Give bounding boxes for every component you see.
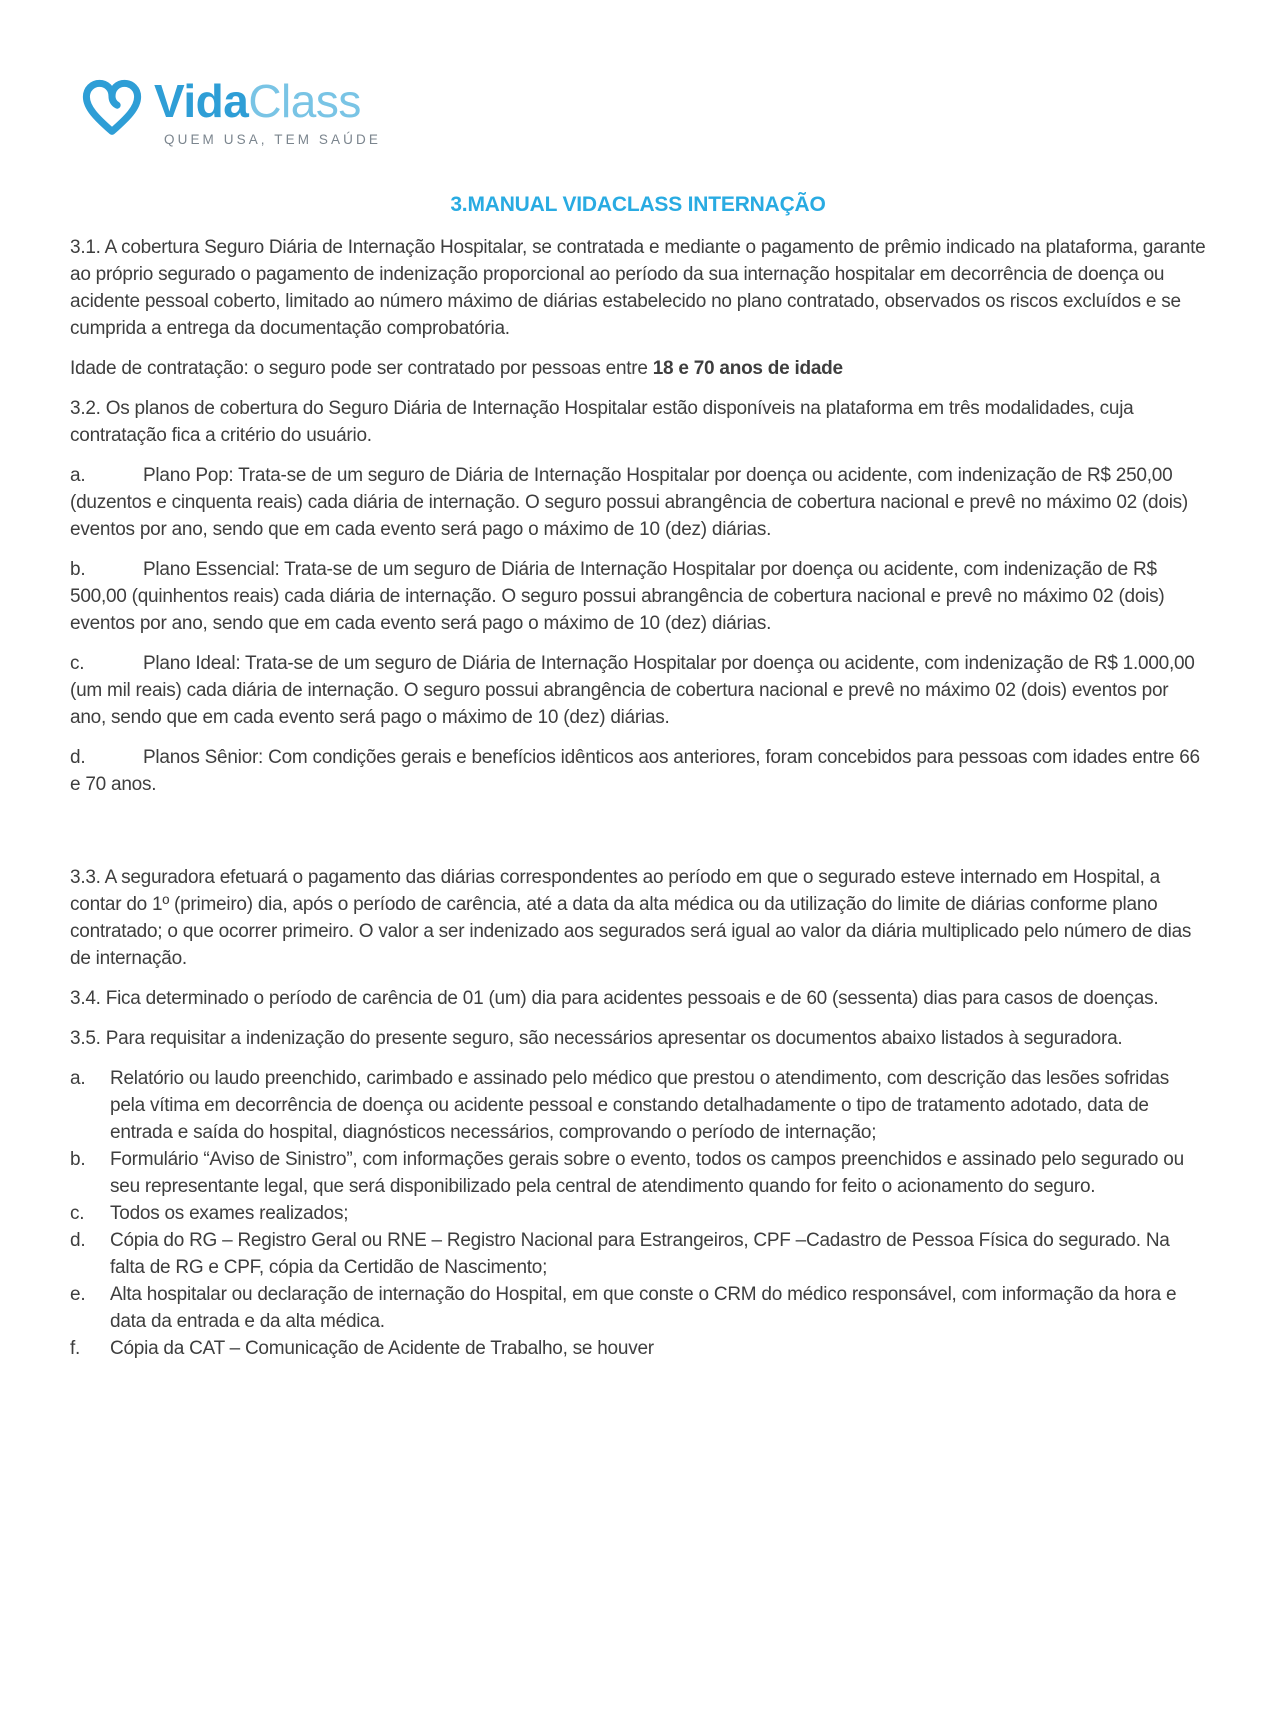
paragraph-3-5: 3.5. Para requisitar a indenização do presente seguro, são necessários apresentar os documentos abaixo listados à seguradora. — [70, 1028, 1123, 1049]
plan-text: Plano Pop: Trata-se de um seguro de Diária de Internação Hospitalar por doença ou acidente, com indenização de R$ 250,00 (duzentos e cinquenta reais) cada diária de internação. O seguro possui abrangência de cobertura nacional e prevê no máximo 02 (dois) eventos por ano, sendo que em cada evento será pago o máximo de 10 (dez) diárias. — [70, 465, 1188, 540]
list-item-d — [70, 1227, 1206, 1281]
age-line-bold: 18 e 70 anos de idade — [652, 358, 843, 379]
list-item-text: Alta hospitalar ou declaração de internação do Hospital, em que conste o CRM do médico responsável, com informação da hora e data da entrada e da alta médica. — [110, 1284, 1177, 1332]
plan-item-c — [70, 650, 1206, 731]
plan-item-d — [70, 744, 1206, 798]
brand-name-class: Class — [248, 75, 361, 127]
plan-letter: c. — [70, 653, 85, 674]
plan-text: Plano Ideal: Trata-se de um seguro de Diária de Internação Hospitalar por doença ou acidente, com indenização de R$ 1.000,00 (um mil reais) cada diária de internação. O seguro possui abrangência de cobertura nacional e prevê no máximo 02 (dois) eventos por ano, sendo que em cada evento será pago o máximo de 10 (dez) diárias. — [70, 653, 1195, 728]
plan-text: Planos Sênior: Com condições gerais e benefícios idênticos aos anteriores, foram concebidos para pessoas com idades entre 66 e 70 anos. — [70, 747, 1200, 795]
list-item-text: Todos os exames realizados; — [110, 1203, 349, 1224]
list-item-text: Formulário “Aviso de Sinistro”, com informações gerais sobre o evento, todos os campos preenchidos e assinado pelo segurado ou seu representante legal, que será disponibilizado pela central de atendimento quando for feito o acionamento do seguro. — [110, 1149, 1184, 1197]
plan-letter: d. — [70, 747, 86, 768]
plan-letter: a. — [70, 465, 86, 486]
paragraph-3-1: 3.1. A cobertura Seguro Diária de Internação Hospitalar, se contratada e mediante o pagamento de prêmio indicado na plataforma, garante ao próprio segurado o pagamento de indenização proporcional ao período da sua internação hospitalar em decorrência de doença ou acidente pessoal coberto, limitado ao número máximo de diárias estabelecido no plano contratado, observados os riscos excluídos e se cumprida a entrega da documentação comprobatória. — [70, 237, 1206, 339]
list-item-text: Cópia da CAT – Comunicação de Acidente de Trabalho, se houver — [110, 1338, 654, 1359]
paragraph-3-4: 3.4. Fica determinado o período de carência de 01 (um) dia para acidentes pessoais e de 60 (sessenta) dias para casos de doenças. — [70, 988, 1159, 1009]
logo-wordmark — [154, 76, 381, 147]
paragraph-3-2: 3.2. Os planos de cobertura do Seguro Diária de Internação Hospitalar estão disponíveis na plataforma em três modalidades, cuja contratação fica a critério do usuário. — [70, 398, 1134, 446]
list-item-c — [70, 1200, 1206, 1227]
required-documents-list — [70, 1065, 1206, 1362]
brand-name — [154, 76, 381, 127]
list-item-text: Relatório ou laudo preenchido, carimbado e assinado pelo médico que prestou o atendimento, com descrição das lesões sofridas pela vítima em decorrência de doença ou acidente pessoal e constando detalhadamente o tipo de tratamento adotado, data de entrada e saída do hospital, diagnósticos necessários, comprovando o período de internação; — [110, 1068, 1169, 1143]
list-item-text: Cópia do RG – Registro Geral ou RNE – Registro Nacional para Estrangeiros, CPF –Cadastro de Pessoa Física do segurado. Na falta de RG e CPF, cópia da Certidão de Nascimento; — [110, 1230, 1170, 1278]
list-item-letter: b. — [70, 1149, 86, 1170]
list-item-letter: a. — [70, 1068, 86, 1089]
heart-icon — [80, 76, 144, 147]
list-item-letter: c. — [70, 1203, 85, 1224]
list-item-b — [70, 1146, 1206, 1200]
plan-text: Plano Essencial: Trata-se de um seguro de Diária de Internação Hospitalar por doença ou acidente, com indenização de R$ 500,00 (quinhentos reais) cada diária de internação. O seguro possui abrangência de cobertura nacional e prevê no máximo 02 (dois) eventos por ano, sendo que em cada evento será pago o máximo de 10 (dez) diárias. — [70, 559, 1165, 634]
age-of-contracting-line — [70, 355, 1206, 382]
age-line-normal: Idade de contratação: o seguro pode ser contratado por pessoas entre — [70, 358, 653, 379]
plan-item-b — [70, 556, 1206, 637]
paragraph-3-3: 3.3. A seguradora efetuará o pagamento das diárias correspondentes ao período em que o segurado esteve internado em Hospital, a contar do 1º (primeiro) dia, após o período de carência, até a data da alta médica ou da utilização do limite de diárias conforme plano contratado; o que ocorrer primeiro. O valor a ser indenizado aos segurados será igual ao valor da diária multiplicado pelo número de dias de internação. — [70, 867, 1192, 969]
list-item-e — [70, 1281, 1206, 1335]
plan-item-a — [70, 462, 1206, 543]
list-item-a — [70, 1065, 1206, 1146]
list-item-letter: f. — [70, 1338, 81, 1359]
page-title: 3.MANUAL VIDACLASS INTERNAÇÃO — [450, 193, 826, 216]
brand-name-vida: Vida — [154, 75, 249, 127]
brand-tagline: QUEM USA, TEM SAÚDE — [164, 131, 381, 147]
list-item-letter: e. — [70, 1284, 86, 1305]
document-page — [0, 76, 1276, 1726]
plan-letter: b. — [70, 559, 86, 580]
list-item-f — [70, 1335, 1206, 1362]
list-item-letter: d. — [70, 1230, 86, 1251]
vidaclass-logo — [80, 76, 1206, 147]
